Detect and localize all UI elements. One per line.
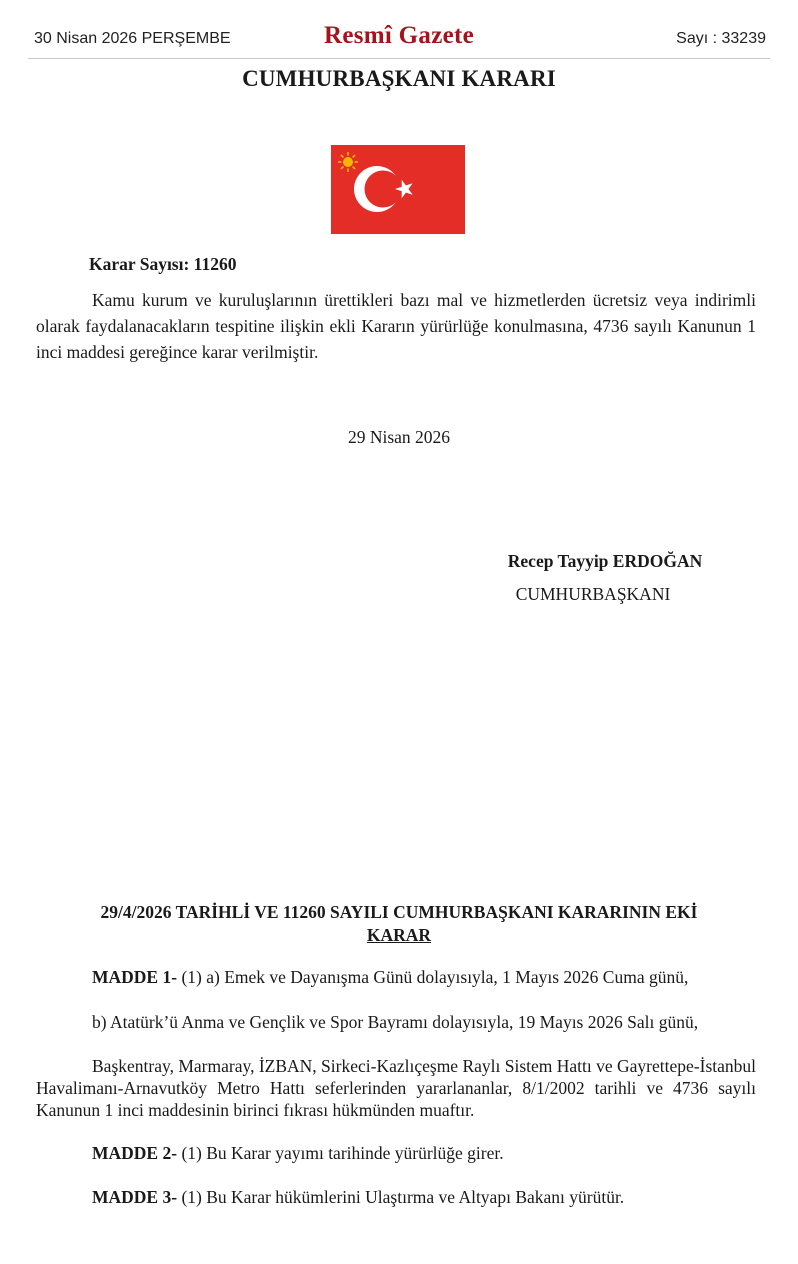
article-2 [36, 1142, 756, 1164]
gazette-title: Resmî Gazete [323, 22, 475, 49]
article-3 [36, 1186, 756, 1208]
annex-title-line2: KARAR [366, 925, 432, 945]
article-2-text: (1) Bu Karar yayımı tarihinde yürürlüğe girer. [181, 1143, 504, 1163]
issue-number: Sayı : 33239 [676, 30, 766, 47]
document-type-heading: CUMHURBAŞKANI KARARI [242, 66, 556, 91]
article-3-text: (1) Bu Karar hükümlerini Ulaştırma ve Altyapı Bakanı yürütür. [181, 1187, 625, 1207]
article-3-label: MADDE 3- [92, 1187, 178, 1207]
article-1-label: MADDE 1- [92, 967, 178, 987]
article-1-b-text: b) Atatürk’ü Anma ve Gençlik ve Spor Bayramı dolayısıyla, 19 Mayıs 2026 Salı günü, [92, 1012, 699, 1032]
article-1-a [36, 966, 756, 988]
article-1-a-text: (1) a) Emek ve Dayanışma Günü dolayısıyla, 1 Mayıs 2026 Cuma günü, [181, 967, 689, 987]
gazette-header [28, 22, 770, 59]
turkish-presidential-flag-icon [331, 145, 465, 234]
intro-paragraph: Kamu kurum ve kuruluşlarının ürettikleri bazı mal ve hizmetlerden ücretsiz veya indirimli olarak faydalanacakların tespitine ilişkin ekli Kararın yürürlüğe konulmasına, 4736 sayılı Kanunun 1 inci maddesi gereğince karar verilmiştir. [36, 290, 756, 362]
article-2-label: MADDE 2- [92, 1143, 178, 1163]
annex-title [40, 901, 758, 947]
signature-date: 29 Nisan 2026 [347, 427, 451, 447]
article-1-body: Başkentray, Marmaray, İZBAN, Sirkeci-Kazlıçeşme Raylı Sistem Hattı ve Gayrettepe-İstanbul Havalimanı-Arnavutköy Metro Hattı seferlerinden yararlananlar, 8/1/2002 tarihli ve 4736 sayılı Kanunun 1 inci maddesinin birinci fıkrası hükmünden muaftır. [36, 1056, 756, 1120]
decision-number: Karar Sayısı: 11260 [89, 254, 237, 274]
annex-title-line1: 29/4/2026 TARİHLİ VE 11260 SAYILI CUMHURBAŞKANI KARARININ EKİ [100, 902, 698, 922]
signer-title: CUMHURBAŞKANI [515, 584, 671, 604]
signer-name: Recep Tayyip ERDOĞAN [507, 551, 703, 571]
issue-date: 30 Nisan 2026 PERŞEMBE [34, 30, 231, 47]
